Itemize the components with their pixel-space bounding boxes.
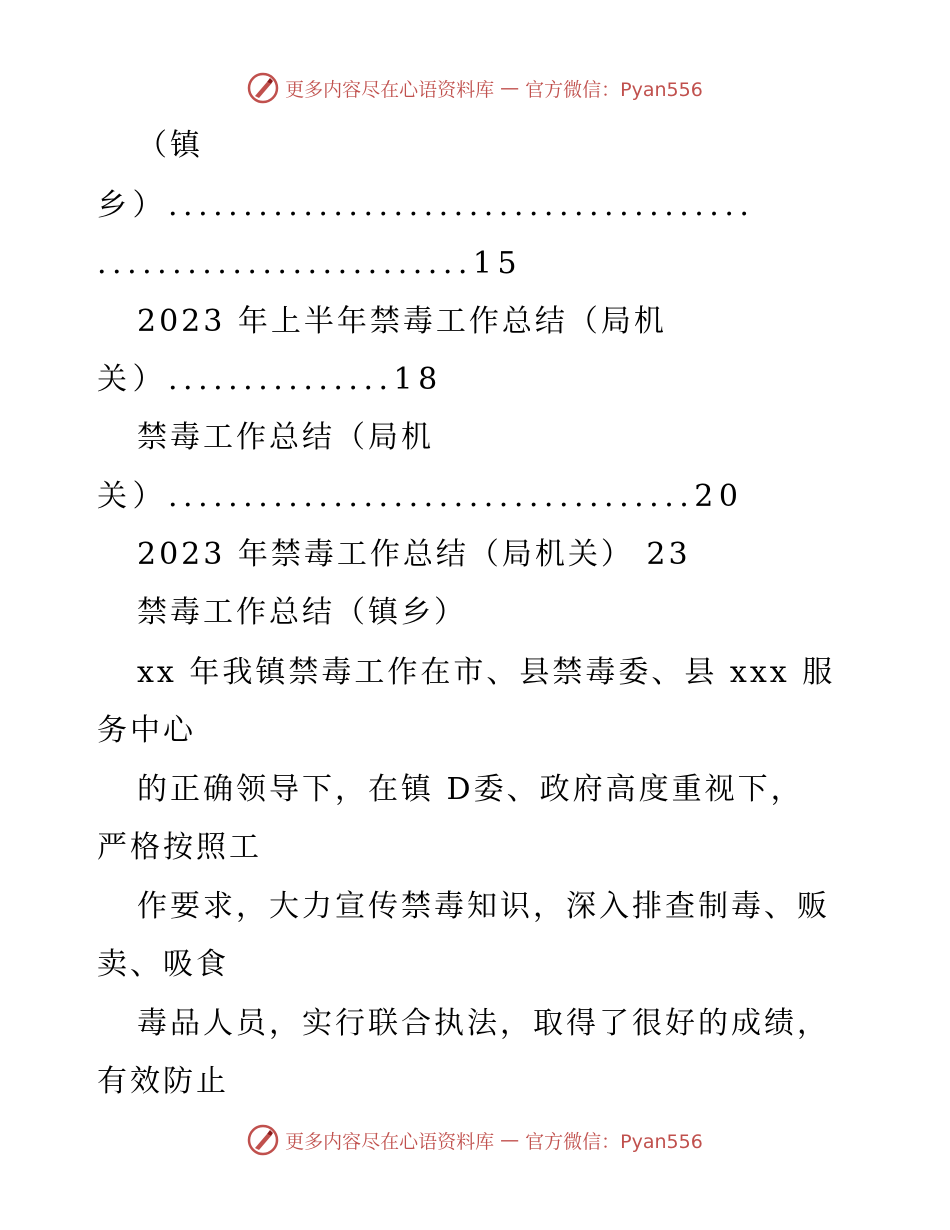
body-line: .........................15 bbox=[97, 246, 523, 281]
header-wechat-text: 官方微信：Pyan556 bbox=[525, 78, 703, 101]
body-line: 2023 年禁毒工作总结（局机关） 23 bbox=[137, 537, 691, 572]
header-dash: — bbox=[500, 77, 520, 99]
body-line: 2023 年上半年禁毒工作总结（局机 bbox=[137, 304, 667, 339]
pen-logo-icon bbox=[247, 72, 279, 104]
body-line: 禁毒工作总结（局机 bbox=[137, 420, 434, 455]
footer-dash: — bbox=[500, 1129, 520, 1151]
body-line: 关）...................................20 bbox=[97, 479, 744, 514]
body-line: 关）...............18 bbox=[97, 362, 443, 397]
body-line: xx 年我镇禁毒工作在市、县禁毒委、县 xxx 服 bbox=[137, 655, 836, 690]
header-brand-text: 更多内容尽在心语资料库 bbox=[285, 78, 495, 101]
footer-wechat-text: 官方微信：Pyan556 bbox=[525, 1130, 703, 1153]
footer-brand-text: 更多内容尽在心语资料库 bbox=[285, 1130, 495, 1153]
body-line: 有效防止 bbox=[97, 1064, 229, 1099]
body-line: 作要求，大力宣传禁毒知识，深入排查制毒、贩 bbox=[137, 889, 830, 924]
body-line: 卖、吸食 bbox=[97, 947, 229, 982]
body-line: 的正确领导下，在镇 D委、政府高度重视下， bbox=[137, 772, 804, 807]
body-line: 务中心 bbox=[97, 713, 196, 748]
pen-logo-icon bbox=[247, 1124, 279, 1156]
body-line: 毒品人员，实行联合执法，取得了很好的成绩， bbox=[137, 1006, 830, 1041]
body-line: 乡）....................................... bbox=[97, 188, 755, 223]
body-line: （镇 bbox=[137, 128, 203, 163]
page-header-watermark bbox=[0, 72, 950, 104]
page-footer-watermark bbox=[0, 1124, 950, 1156]
body-line: 禁毒工作总结（镇乡） bbox=[137, 595, 467, 630]
body-line: 严格按照工 bbox=[97, 830, 262, 865]
